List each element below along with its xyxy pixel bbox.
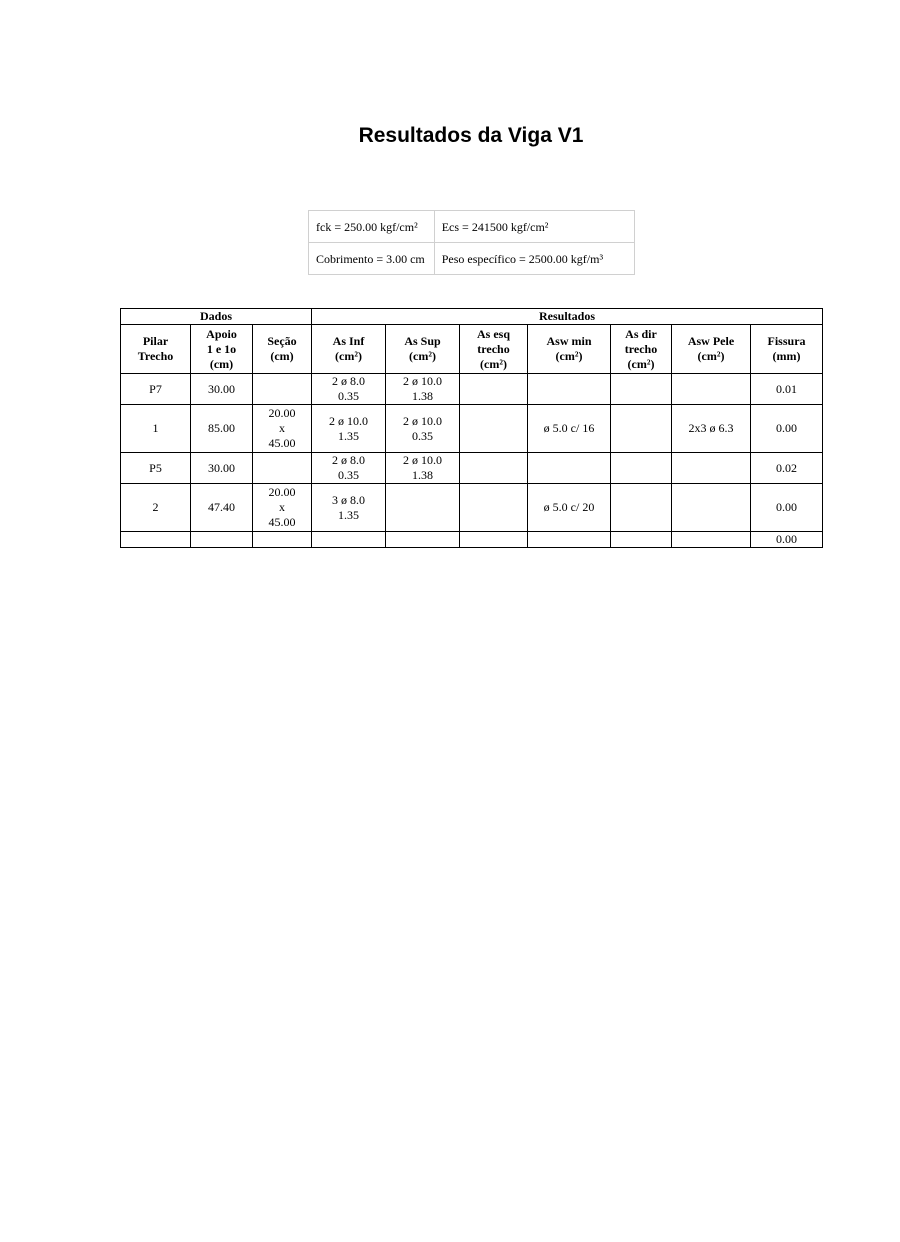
table-cell bbox=[386, 453, 460, 484]
table-cell bbox=[121, 532, 191, 548]
header-line: As esq bbox=[477, 326, 511, 341]
header-line: (cm) bbox=[209, 356, 234, 371]
table-cell bbox=[460, 405, 528, 453]
ecs-cell: Ecs = 241500 kgf/cm² bbox=[434, 211, 634, 243]
header-line: (cm²) bbox=[335, 349, 362, 363]
table-cell bbox=[312, 405, 386, 453]
table-cell bbox=[312, 484, 386, 532]
header-line: trecho bbox=[624, 341, 658, 356]
cell-value: 1 bbox=[152, 421, 159, 435]
fck-cell: fck = 250.00 kgf/cm² bbox=[309, 211, 435, 243]
header-line: (cm²) bbox=[480, 356, 507, 371]
table-cell bbox=[386, 405, 460, 453]
table-row bbox=[121, 405, 823, 453]
page-title: Resultados da Viga V1 bbox=[358, 124, 584, 147]
table-cell bbox=[460, 453, 528, 484]
cell-value: 1.35 bbox=[338, 507, 360, 522]
table-cell bbox=[253, 374, 312, 405]
table-cell bbox=[191, 484, 253, 532]
header-line: (mm) bbox=[772, 349, 801, 363]
header-line: (cm²) bbox=[697, 349, 725, 363]
table-cell bbox=[611, 374, 672, 405]
cell-value: 2 ø 10.0 bbox=[403, 453, 443, 467]
table-cell bbox=[528, 405, 611, 453]
cell-value: 2 ø 8.0 bbox=[332, 453, 366, 467]
column-header-secao bbox=[253, 325, 312, 374]
table-cell bbox=[253, 453, 312, 484]
table-row bbox=[121, 374, 823, 405]
column-header-apoio bbox=[191, 325, 253, 374]
header-line: As dir bbox=[625, 326, 657, 341]
table-cell bbox=[312, 453, 386, 484]
column-header-as-sup bbox=[386, 325, 460, 374]
header-line: Asw Pele bbox=[687, 334, 735, 348]
table-cell bbox=[121, 484, 191, 532]
cell-value: P7 bbox=[149, 381, 162, 396]
cell-value: 47.40 bbox=[208, 500, 235, 514]
table-cell bbox=[528, 532, 611, 548]
cell-value: 0.35 bbox=[338, 468, 360, 482]
column-header-asw-pele bbox=[672, 325, 751, 374]
parameters-row bbox=[309, 243, 635, 275]
header-line: As Inf bbox=[332, 334, 365, 348]
cell-value: 0.35 bbox=[338, 389, 360, 403]
cell-value: 2 ø 10.0 bbox=[403, 413, 443, 428]
cell-value: 2 ø 10.0 bbox=[403, 374, 443, 388]
table-cell bbox=[191, 405, 253, 453]
table-cell bbox=[672, 374, 751, 405]
cell-value: 30.00 bbox=[208, 381, 235, 396]
table-cell bbox=[386, 374, 460, 405]
table-cell bbox=[528, 453, 611, 484]
cell-value: 0.01 bbox=[776, 381, 798, 396]
cell-value: x bbox=[279, 500, 285, 514]
table-cell bbox=[751, 405, 823, 453]
cell-value: 1.38 bbox=[412, 389, 434, 403]
cell-value: x bbox=[279, 421, 285, 435]
cell-value: ø 5.0 c/ 16 bbox=[543, 421, 595, 435]
table-cell bbox=[121, 405, 191, 453]
table-cell bbox=[460, 484, 528, 532]
table-cell bbox=[253, 532, 312, 548]
table-row bbox=[121, 484, 823, 532]
cell-value: 1.38 bbox=[412, 468, 434, 482]
cell-value: 45.00 bbox=[268, 436, 296, 450]
peso-especifico-cell: Peso específico = 2500.00 kgf/m³ bbox=[434, 243, 634, 275]
header-line: (cm²) bbox=[409, 349, 436, 363]
table-cell bbox=[751, 374, 823, 405]
cell-value: 0.35 bbox=[412, 428, 434, 443]
header-line: (cm) bbox=[270, 349, 294, 363]
cell-value: 0.02 bbox=[776, 460, 798, 475]
column-header-asw-min bbox=[528, 325, 611, 374]
cell-value: 0.00 bbox=[776, 532, 798, 546]
table-cell bbox=[386, 532, 460, 548]
table-cell bbox=[460, 532, 528, 548]
table-row bbox=[121, 532, 823, 548]
column-header-as-esq-trecho bbox=[460, 325, 528, 374]
cell-value: 85.00 bbox=[208, 421, 235, 435]
table-cell bbox=[121, 453, 191, 484]
table-cell bbox=[386, 484, 460, 532]
column-header-as-inf bbox=[312, 325, 386, 374]
table-cell bbox=[312, 532, 386, 548]
cell-value: 2 ø 10.0 bbox=[329, 413, 369, 428]
table-cell bbox=[528, 374, 611, 405]
cell-value: ø 5.0 c/ 20 bbox=[543, 500, 595, 514]
table-cell bbox=[253, 484, 312, 532]
cell-value: 20.00 bbox=[268, 406, 296, 420]
table-cell bbox=[191, 453, 253, 484]
table-cell bbox=[121, 374, 191, 405]
cell-value: 1.35 bbox=[338, 428, 360, 443]
table-row bbox=[121, 453, 823, 484]
cobrimento-cell: Cobrimento = 3.00 cm bbox=[309, 243, 435, 275]
table-cell bbox=[611, 484, 672, 532]
table-cell bbox=[672, 484, 751, 532]
header-line: 1 e 1o bbox=[206, 341, 237, 356]
table-cell bbox=[672, 453, 751, 484]
cell-value: 0.00 bbox=[776, 500, 798, 514]
header-line: Apoio bbox=[206, 326, 237, 341]
cell-value: 2 bbox=[152, 500, 159, 514]
cell-value: 2x3 ø 6.3 bbox=[688, 421, 734, 435]
table-cell bbox=[611, 405, 672, 453]
table-cell bbox=[312, 374, 386, 405]
column-header-pilar-trecho bbox=[121, 325, 191, 374]
group-header-dados: Dados bbox=[121, 309, 312, 325]
parameters-row bbox=[309, 211, 635, 243]
column-header-as-dir-trecho bbox=[611, 325, 672, 374]
header-line: Trecho bbox=[137, 349, 174, 363]
table-cell bbox=[751, 453, 823, 484]
column-header-fissura bbox=[751, 325, 823, 374]
cell-value: P5 bbox=[149, 460, 162, 475]
table-cell bbox=[253, 405, 312, 453]
header-line: (cm²) bbox=[555, 349, 583, 363]
header-line: As Sup bbox=[404, 334, 441, 348]
cell-value: 0.00 bbox=[776, 421, 798, 435]
header-line: trecho bbox=[477, 341, 510, 356]
table-cell bbox=[460, 374, 528, 405]
header-line: (cm²) bbox=[627, 356, 655, 371]
header-line: Asw min bbox=[546, 334, 592, 348]
table-cell bbox=[191, 374, 253, 405]
table-cell bbox=[611, 453, 672, 484]
table-cell bbox=[191, 532, 253, 548]
cell-value: 2 ø 8.0 bbox=[332, 374, 366, 388]
column-header-row bbox=[121, 325, 823, 374]
results-table bbox=[120, 308, 823, 548]
table-cell bbox=[528, 484, 611, 532]
cell-value: 30.00 bbox=[208, 460, 235, 475]
header-line: Seção bbox=[267, 334, 297, 348]
table-cell bbox=[611, 532, 672, 548]
cell-value: 20.00 bbox=[268, 485, 296, 499]
cell-value: 3 ø 8.0 bbox=[332, 492, 366, 507]
table-cell bbox=[672, 532, 751, 548]
header-line: Fissura bbox=[767, 334, 806, 348]
table-cell bbox=[751, 484, 823, 532]
table-cell bbox=[672, 405, 751, 453]
cell-value: 45.00 bbox=[268, 515, 296, 529]
group-header-resultados: Resultados bbox=[312, 309, 823, 325]
parameters-table bbox=[308, 210, 635, 275]
header-line: Pilar bbox=[142, 334, 169, 348]
table-cell bbox=[751, 532, 823, 548]
